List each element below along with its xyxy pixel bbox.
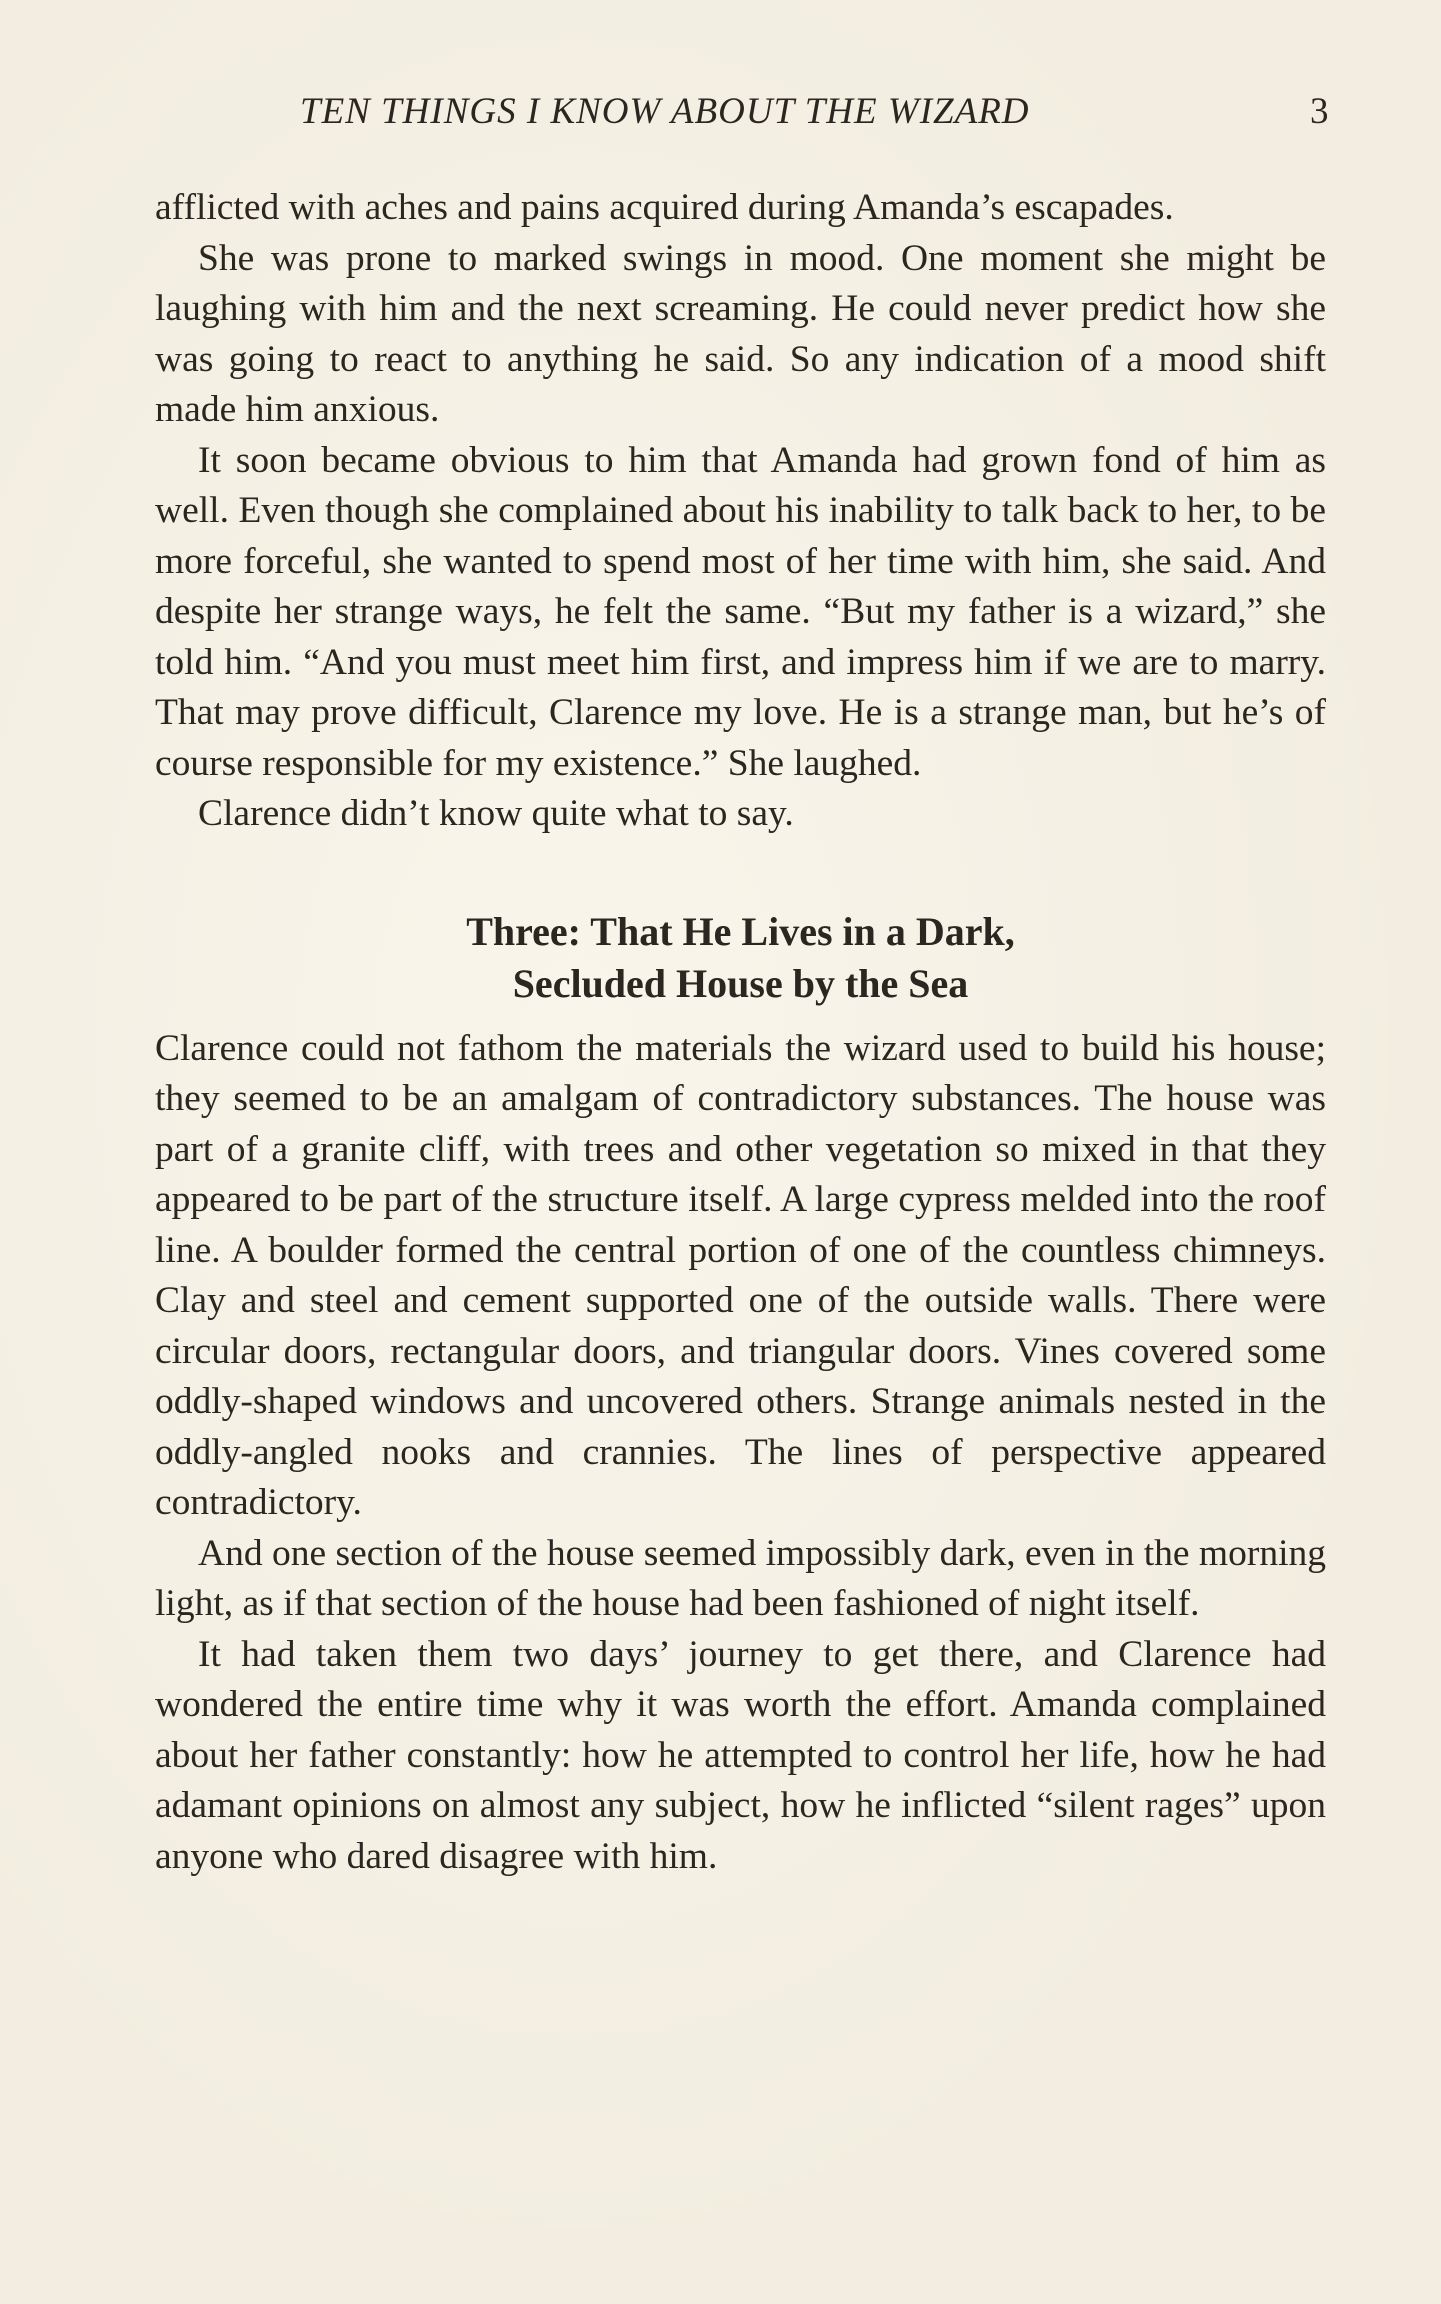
running-head: TEN THINGS I KNOW ABOUT THE WIZARD [300, 91, 1030, 132]
paragraph: It soon became obvious to him that Amanda had grown fond of him as well. Even though she complained about his inability to talk back to her, to be more forceful, she wanted to spend most of her time with him, she said. And despite her strange ways, he felt the same. “But my father is a wizard,” she told him. “And you must meet him first, and impress him if we are to marry. That may prove difficult, Clarence my love. He is a strange man, but he’s of course responsible for my existence.” She laughed. [155, 439, 1326, 784]
paragraph: Clarence didn’t know quite what to say. [198, 793, 794, 834]
section-heading [155, 906, 1326, 1010]
paragraph: She was prone to marked swings in mood. One moment she might be laughing with him and the next screaming. He could never predict how she was going to react to anything he said. So any indication of a mood shift made him anxious. [155, 237, 1326, 430]
section-heading-line: Three: That He Lives in a Dark, [466, 908, 1015, 954]
text-block [155, 183, 1326, 1882]
page-header [0, 90, 1441, 136]
section-heading-line: Secluded House by the Sea [512, 960, 969, 1006]
paragraph: And one section of the house seemed impossibly dark, even in the morning light, as if that section of the house had been fashioned of night itself. [155, 1532, 1326, 1624]
paragraph: Clarence could not fathom the materials the wizard used to build his house; they seemed to be an amalgam of contradictory substances. The house was part of a granite cliff, with trees and other vegetation so mixed in that they appeared to be part of the structure itself. A large cypress melded into the roof line. A boulder formed the central portion of one of the countless chimneys. Clay and steel and cement supported one of the outside walls. There were circular doors, rectangular doors, and triangular doors. Vines covered some oddly-shaped windows and uncovered others. Strange animals nested in the oddly-angled nooks and crannies. The lines of perspective appeared contradictory. [155, 1027, 1326, 1523]
page-number: 3 [1310, 91, 1329, 132]
paragraph: It had taken them two days’ journey to get there, and Clarence had wondered the entire time why it was worth the effort. Amanda complained about her father constantly: how he attempted to control her life, how he had adamant opinions on almost any subject, how he inflicted “silent rages” upon anyone who dared disagree with him. [155, 1633, 1326, 1877]
paragraph: afflicted with aches and pains acquired during Amanda’s escapades. [155, 187, 1174, 228]
